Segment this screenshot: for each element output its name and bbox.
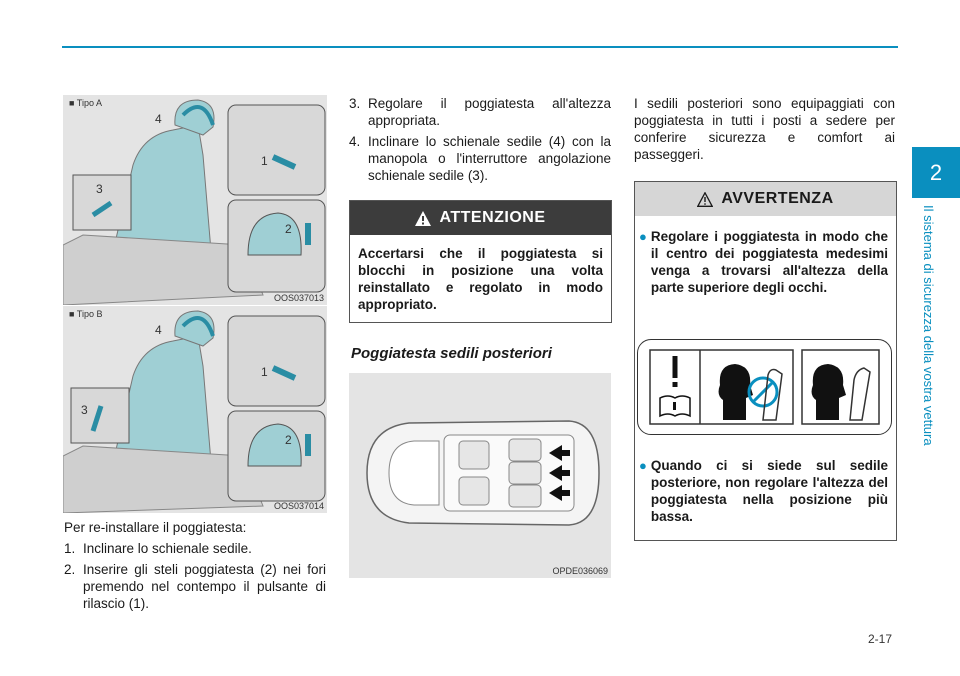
figure-tipo-a xyxy=(63,95,327,305)
chapter-number: 2 xyxy=(929,159,943,185)
svg-text:4: 4 xyxy=(155,323,162,337)
warning-bullet-1: ● Regolare i poggiatesta in modo che il centro dei poggiatesta medesimi venga a trovarsi all'altezza della parte superiore degli occhi. xyxy=(639,229,888,295)
svg-text:2: 2 xyxy=(285,222,292,236)
list-item: 3. Regolare il poggiatesta all'altezza appropriata. xyxy=(349,96,611,128)
list-item: 2. Inserire gli steli poggiatesta (2) nei fori premendo nel contempo il pulsante di rilascio (1). xyxy=(64,562,326,611)
chapter-tab[interactable] xyxy=(912,147,960,198)
warning-bullet-2: ● Quando ci si siede sul sedile posteriore, non regolare l'altezza del poggiatesta nella posizione più bassa. xyxy=(639,458,888,524)
list-item: 1. Inclinare lo schienale sedile. xyxy=(64,541,252,556)
figure-label-tipo-a: ■ Tipo A xyxy=(69,98,102,108)
header-rule xyxy=(62,46,898,48)
svg-text:4: 4 xyxy=(155,112,162,126)
headrest-position-icons xyxy=(638,340,891,434)
chapter-title: Il sistema di sicurezza della vostra vettura xyxy=(921,205,936,446)
bullet-dot-icon: ● xyxy=(639,458,647,473)
square-bullet-icon: ■ xyxy=(69,98,77,108)
reinstall-steps-a xyxy=(64,540,326,612)
figure-rear-headrests xyxy=(349,373,611,578)
car-top-view-illustration xyxy=(349,373,611,578)
attention-title: ATTENZIONE xyxy=(439,209,546,226)
attention-header xyxy=(350,201,611,235)
svg-text:1: 1 xyxy=(261,365,268,379)
reinstall-steps-b xyxy=(349,95,611,184)
figure-code-tipo-b: OOS037014 xyxy=(273,501,324,511)
svg-text:3: 3 xyxy=(96,182,103,196)
warning-box xyxy=(634,181,897,541)
seat-illustration-tipo-b xyxy=(63,306,327,513)
rear-headrest-heading: Poggiatesta sedili posteriori xyxy=(351,345,552,362)
headrest-warning-illustration xyxy=(637,339,892,435)
warning-triangle-icon xyxy=(697,192,713,207)
figure-label-tipo-b: ■ Tipo B xyxy=(69,309,103,319)
figure-tipo-b xyxy=(63,306,327,513)
rear-intro: I sedili posteriori sono equipaggiati con poggiatesta in tutti i posti a sedere per conferire sicurezza e comfort ai passeggeri. xyxy=(634,96,895,162)
figure-code-rear: OPDE036069 xyxy=(552,566,608,576)
reinstall-intro: Per re-installare il poggiatesta: xyxy=(64,520,247,535)
warning-title: AVVERTENZA xyxy=(721,190,834,207)
warning-triangle-icon xyxy=(415,211,431,226)
svg-text:3: 3 xyxy=(81,403,88,417)
figure-code-tipo-a: OOS037013 xyxy=(273,293,324,303)
svg-text:1: 1 xyxy=(261,154,268,168)
seat-illustration-tipo-a xyxy=(63,95,327,305)
square-bullet-icon: ■ xyxy=(69,309,77,319)
warning-header xyxy=(635,182,896,216)
list-item: 4. Inclinare lo schienale sedile (4) con la manopola o l'interruttore angolazione schienale sedile (3). xyxy=(349,134,611,183)
page-number: 2-17 xyxy=(868,632,893,646)
svg-text:2: 2 xyxy=(285,433,292,447)
attention-text: Accertarsi che il poggiatesta si blocchi in posizione una volta reinstallato e regolato in modo appropriato. xyxy=(358,246,603,312)
attention-box xyxy=(349,200,612,323)
bullet-dot-icon: ● xyxy=(639,229,647,244)
